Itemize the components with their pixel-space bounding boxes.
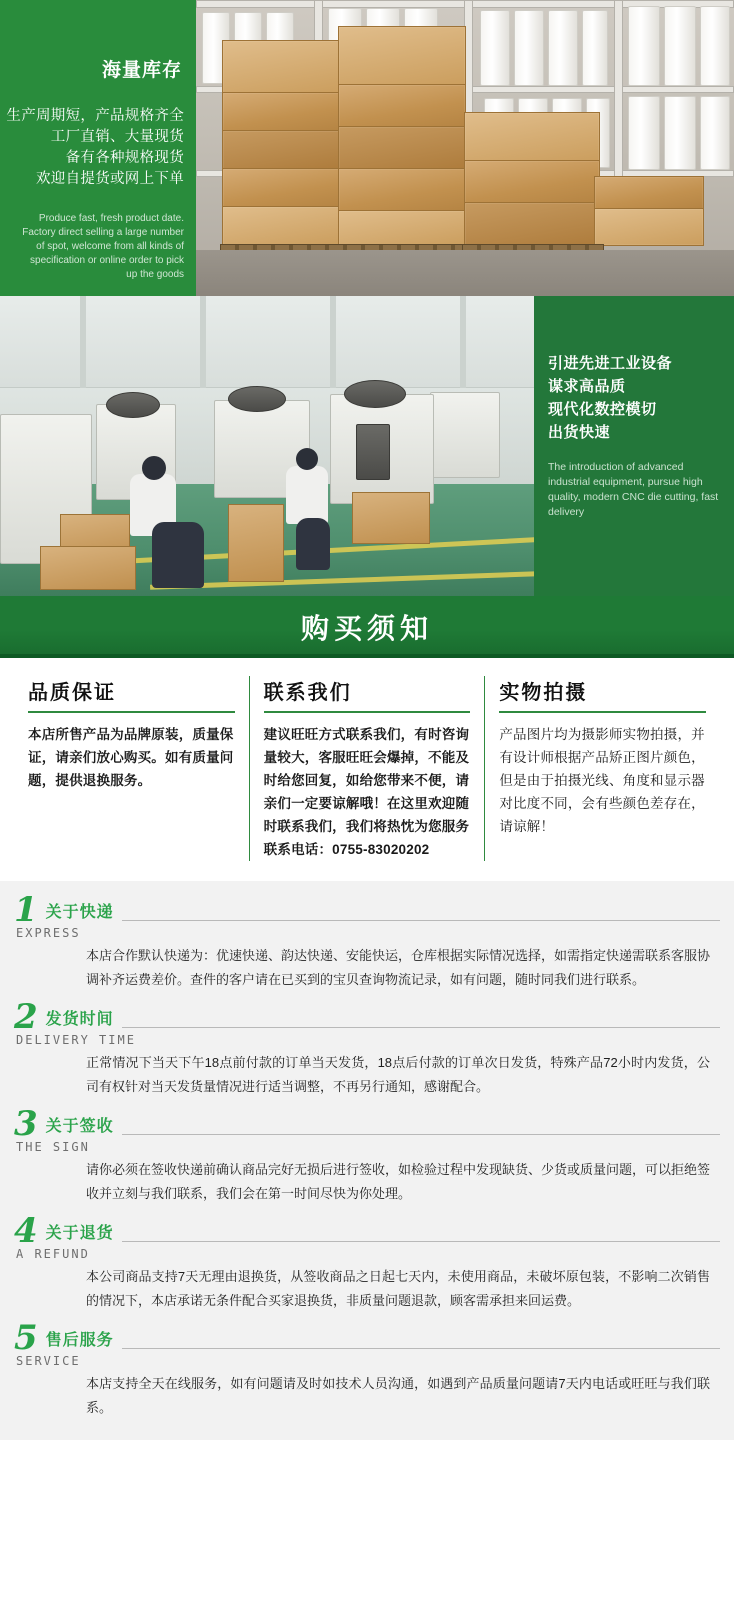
contact-heading: 联系我们 <box>263 682 352 704</box>
factory-banner-line-4: 出货快速 <box>548 424 611 441</box>
photo-text: 产品图片均为摄影师实物拍摄，并有设计师根据产品矫正图片颜色，但是由于拍摄光线、角度和显示器对比度不同，会有些颜色差存在，请谅解！ <box>499 727 705 834</box>
faq-title-en: DELIVERY TIME <box>16 1033 136 1047</box>
faq-head <box>14 890 720 930</box>
notice-column-contact <box>249 676 485 861</box>
faq-title-cn: 发货时间 <box>45 1011 114 1028</box>
faq-item-sign <box>0 1101 734 1208</box>
quality-divider <box>28 711 235 713</box>
photo-heading: 实物拍摄 <box>499 682 588 704</box>
faq-title-en: A REFUND <box>16 1247 90 1261</box>
faq-number: 5 <box>14 1318 38 1358</box>
faq-divider <box>122 1134 720 1135</box>
warehouse-photo <box>196 0 734 296</box>
faq-list <box>0 881 734 1440</box>
factory-banner-line-3: 现代化数控模切 <box>548 401 657 418</box>
faq-body: 本店合作默认快递为：优速快递、韵达快递、安能快运，仓库根据实际情况选择，如需指定快递需联系客服协调补齐运费差价。查件的客户请在已买到的宝贝查询物流记录，如有问题，随时同我们进行联系。 <box>86 948 711 987</box>
stock-banner-line-3: 备有各种规格现货 <box>65 150 184 166</box>
faq-divider <box>122 1241 720 1242</box>
faq-title-cn: 关于快递 <box>45 904 114 921</box>
faq-item-refund <box>0 1208 734 1315</box>
stock-banner <box>0 0 734 296</box>
photo-divider <box>499 711 706 713</box>
faq-number: 2 <box>14 997 38 1037</box>
factory-banner-text <box>534 296 734 596</box>
faq-head <box>14 997 720 1037</box>
faq-title-cn: 关于签收 <box>45 1118 114 1135</box>
notice-column-quality <box>14 676 249 861</box>
faq-number: 3 <box>14 1104 38 1144</box>
stock-banner-text <box>0 0 196 296</box>
quality-text: 本店所售产品为品牌原装，质量保证，请亲们放心购买。如有质量问题，提供退换服务。 <box>28 727 234 788</box>
faq-number: 1 <box>14 890 38 930</box>
factory-banner-line-2: 谋求高品质 <box>548 378 626 395</box>
faq-body: 请你必须在签收快递前确认商品完好无损后进行签收，如检验过程中发现缺货、少货或质量问题，可以拒绝签收并立刻与我们联系，我们会在第一时间尽快为你处理。 <box>86 1162 711 1201</box>
faq-title-en: SERVICE <box>16 1354 81 1368</box>
faq-head <box>14 1318 720 1358</box>
faq-divider <box>122 920 720 921</box>
notice-column-photo <box>484 676 720 861</box>
faq-head <box>14 1104 720 1144</box>
stock-banner-line-2: 工厂直销、大量现货 <box>50 129 184 145</box>
factory-photo <box>0 296 534 596</box>
faq-body: 本店支持全天在线服务，如有问题请及时如技术人员沟通，如遇到产品质量问题请7天内电话或旺旺与我们联系。 <box>86 1376 710 1415</box>
stock-banner-english-text: Produce fast, fresh product date. Factory direct selling a large number of spot, welcome from all kinds of specification or online order to pick up the goods <box>22 213 184 280</box>
faq-title-en: THE SIGN <box>16 1140 90 1154</box>
faq-item-express <box>0 887 734 994</box>
contact-text: 建议旺旺方式联系我们，有时咨询量较大，客服旺旺会爆掉，不能及时给您回复，如给您带来不便，请亲们一定要谅解哦！在这里欢迎随时联系我们，我们将热忱为您服务 <box>263 727 470 834</box>
factory-banner-line-1: 引进先进工业设备 <box>548 355 673 372</box>
notice-section-header <box>0 596 734 658</box>
faq-item-service <box>0 1315 734 1422</box>
faq-head <box>14 1211 720 1251</box>
faq-title-cn: 售后服务 <box>45 1332 114 1349</box>
faq-item-delivery-time <box>0 994 734 1101</box>
notice-columns <box>0 658 734 881</box>
faq-title-en: EXPRESS <box>16 926 81 940</box>
stock-banner-title: 海量库存 <box>101 60 182 81</box>
faq-divider <box>122 1348 720 1349</box>
contact-divider <box>264 711 471 713</box>
quality-heading: 品质保证 <box>28 682 116 704</box>
stock-banner-line-1: 生产周期短，产品规格齐全 <box>6 108 184 124</box>
factory-banner <box>0 296 734 596</box>
stock-banner-line-4: 欢迎自提货或网上下单 <box>36 171 184 187</box>
contact-phone: 联系电话：0755-83020202 <box>263 842 430 857</box>
faq-divider <box>122 1027 720 1028</box>
factory-banner-english-text: The introduction of advanced industrial equipment, pursue high quality, modern CNC die cutting, fast delivery <box>548 461 719 518</box>
faq-body: 正常情况下当天下午18点前付款的订单当天发货，18点后付款的订单次日发货，特殊产品72小时内发货，公司有权针对当天发货量情况进行适当调整，不再另行通知，感谢配合。 <box>86 1055 710 1094</box>
faq-title-cn: 关于退货 <box>45 1225 114 1242</box>
notice-title: 购买须知 <box>300 612 433 645</box>
faq-number: 4 <box>14 1211 38 1251</box>
faq-body: 本公司商品支持7天无理由退换货，从签收商品之日起七天内，未使用商品，未破坏原包装，不影响二次销售的情况下，本店承诺无条件配合买家退换货，非质量问题退款，顾客需承担来回运费。 <box>86 1269 710 1308</box>
